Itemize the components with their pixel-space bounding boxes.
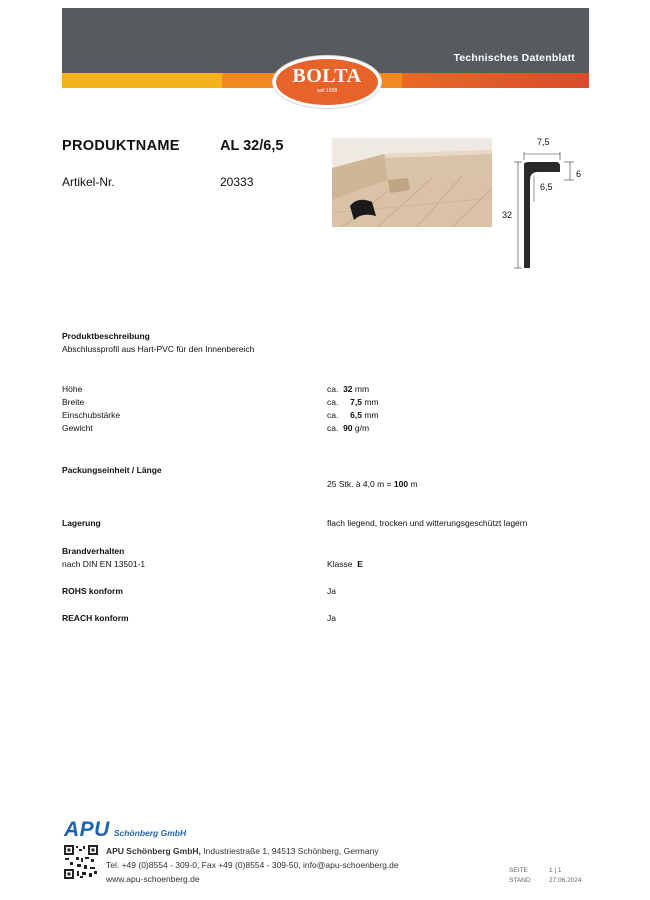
packaging-unit: m: [410, 479, 418, 489]
header-stripe-yellow: [62, 73, 222, 88]
footer-company-name: APU Schönberg GmbH,: [106, 846, 201, 856]
fire-value: [327, 559, 363, 569]
spec-value: 32: [343, 384, 353, 394]
spec-value: 90: [343, 423, 353, 433]
spec-unit: g/m: [354, 423, 370, 433]
spec-label-thickness: Einschubstärke: [62, 410, 121, 420]
spec-unit: mm: [364, 410, 379, 420]
drawing-dim-height: 32: [502, 210, 513, 220]
spec-label-width: Breite: [62, 397, 85, 407]
logo-text: BOLTA: [292, 65, 362, 87]
fire-class: E: [357, 559, 363, 569]
packaging-total: 100: [393, 479, 409, 489]
apu-logo: [64, 818, 186, 842]
spec-prefix: ca.: [327, 384, 339, 394]
spec-unit: mm: [354, 384, 370, 394]
reach-value: Ja: [327, 613, 336, 623]
article-number-value: 20333: [220, 175, 254, 189]
footer-address: [106, 846, 379, 856]
spec-value-height: [327, 384, 369, 394]
spec-unit: mm: [364, 397, 379, 407]
page-value: 1 | 1: [549, 867, 562, 874]
footer-contact: Tel. +49 (0)8554 - 309-0, Fax +49 (0)8554 - 309-50, info@apu-schoenberg.de: [106, 860, 399, 870]
spec-prefix: ca.: [327, 410, 339, 420]
date-label: STAND: [509, 877, 531, 884]
drawing-dim-lip: 6: [576, 169, 582, 179]
spec-label-height: Höhe: [62, 384, 83, 394]
apu-logo-subtitle: Schönberg GmbH: [113, 828, 187, 838]
packaging-value: [327, 479, 418, 489]
footer-address-text: Industriestraße 1, 94513 Schönberg, Germany: [200, 846, 379, 856]
storage-label: Lagerung: [62, 518, 101, 528]
logo-subtitle: seit 1958: [316, 88, 338, 94]
page-label: SEITE: [509, 867, 528, 874]
spec-value: 7,5: [350, 397, 362, 407]
product-name-label: PRODUKTNAME: [62, 138, 180, 154]
product-photo: [332, 138, 492, 227]
drawing-dim-width: 7,5: [537, 137, 550, 147]
bolta-logo: [273, 56, 381, 108]
apu-logo-text: APU: [64, 818, 110, 841]
fire-sub: nach DIN EN 13501-1: [62, 559, 146, 569]
spec-value-weight: [327, 423, 369, 433]
spec-prefix: ca.: [327, 397, 339, 407]
document-type-title: Technisches Datenblatt: [453, 52, 575, 64]
description-heading: Produktbeschreibung: [62, 331, 150, 341]
rohs-value: Ja: [327, 586, 336, 596]
rohs-label: ROHS konform: [62, 586, 123, 596]
spec-prefix: ca.: [327, 423, 339, 433]
spec-label-weight: Gewicht: [62, 423, 93, 433]
spec-value: 6,5: [350, 410, 362, 420]
drawing-dim-thickness: 6,5: [540, 182, 553, 192]
spec-value-width: [327, 397, 379, 407]
packaging-prefix: 25 Stk. à 4,0 m =: [327, 479, 392, 489]
spec-value-thickness: [327, 410, 379, 420]
profile-technical-drawing: [500, 132, 590, 277]
footer-website: www.apu-schoenberg.de: [106, 874, 200, 884]
description-text: Abschlussprofil aus Hart-PVC für den Innenbereich: [62, 344, 255, 354]
reach-label: REACH konform: [62, 613, 129, 623]
product-name-value: AL 32/6,5: [220, 138, 284, 154]
storage-value: flach liegend, trocken und witterungsgeschützt lagern: [327, 518, 528, 528]
packaging-label: Packungseinheit / Länge: [62, 465, 162, 475]
fire-label: Brandverhalten: [62, 546, 125, 556]
date-value: 27.06.2024: [549, 877, 582, 884]
article-number-label: Artikel-Nr.: [62, 175, 115, 189]
qr-code: [64, 845, 98, 879]
fire-class-prefix: Klasse: [327, 559, 353, 569]
header-stripe-red: [402, 73, 589, 88]
